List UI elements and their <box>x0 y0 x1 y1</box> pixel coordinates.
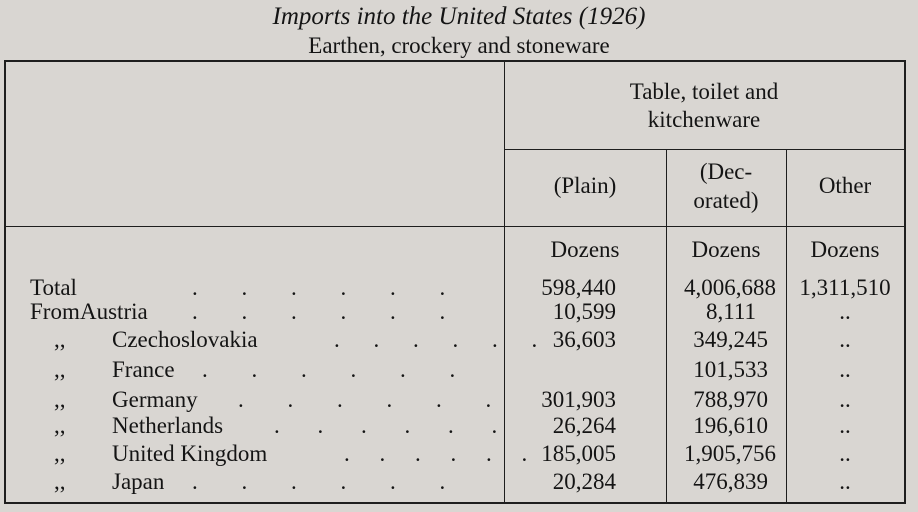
leader-dots: . . . . . . <box>274 413 514 438</box>
cell-other: 1,311,510 <box>799 275 891 300</box>
leader-dots: . . . . . . <box>192 299 465 324</box>
table-subtitle: Earthen, crockery and stoneware <box>308 33 610 58</box>
row-label-netherlands: Netherlands <box>112 413 224 438</box>
cell-other: .. <box>839 441 851 466</box>
row-prefix: ,, <box>54 441 66 466</box>
header-bottom-rule <box>6 226 904 227</box>
cell-plain: 10,599 <box>552 299 616 324</box>
group-header-line-2: kitchenware <box>647 107 761 132</box>
row-label-france: France <box>112 357 175 382</box>
cell-plain: 301,903 <box>541 387 616 412</box>
cell-other: .. <box>839 299 851 324</box>
cell-other: .. <box>839 469 851 494</box>
row-prefix: From <box>30 299 80 324</box>
leader-dots: . . . . . . <box>192 275 465 300</box>
leader-dots: . . . . . . <box>238 387 511 412</box>
cell-decorated: 349,245 <box>693 327 768 352</box>
row-prefix: ,, <box>54 469 66 494</box>
cell-plain: 20,284 <box>552 469 616 494</box>
cell-plain: 598,440 <box>541 275 616 300</box>
cell-decorated: 101,533 <box>693 357 768 382</box>
cell-plain: 26,264 <box>552 413 616 438</box>
row-label-austria: Austria <box>80 299 148 324</box>
row-label-czechoslovakia: Czechoslovakia <box>112 327 258 352</box>
leader-dots: . . . . . . <box>192 469 465 494</box>
row-prefix: ,, <box>54 413 66 438</box>
group-header-rule <box>504 149 904 150</box>
row-prefix: ,, <box>54 327 66 352</box>
table-title: Imports into the United States (1926) <box>272 3 646 30</box>
cell-other: .. <box>839 413 851 438</box>
leader-dots: . . . . . . <box>202 357 475 382</box>
row-prefix: ,, <box>54 387 66 412</box>
row-label-total: Total <box>30 275 77 300</box>
cell-other: .. <box>839 357 851 382</box>
cell-plain: 36,603 <box>552 327 616 352</box>
cell-other: .. <box>839 387 851 412</box>
cell-decorated: 4,006,688 <box>684 275 776 300</box>
table-frame <box>4 60 906 504</box>
column-header-plain: (Plain) <box>553 173 617 198</box>
cell-other: .. <box>839 327 851 352</box>
unit-decorated: Dozens <box>691 237 761 262</box>
row-label-germany: Germany <box>112 387 198 412</box>
unit-other: Dozens <box>810 237 880 262</box>
unit-plain: Dozens <box>550 237 620 262</box>
cell-decorated: 196,610 <box>693 413 768 438</box>
leader-dots: . . . . . . <box>334 327 552 352</box>
column-header-other: Other <box>818 173 872 198</box>
cell-decorated: 476,839 <box>693 469 768 494</box>
row-label-united-kingdom: United Kingdom <box>112 441 268 466</box>
leader-dots: . . . . . . <box>344 441 540 466</box>
cell-decorated: 788,970 <box>693 387 768 412</box>
group-header-line-1: Table, toilet and <box>629 79 779 104</box>
column-header-decorated-line-2: orated) <box>693 188 759 213</box>
cell-plain: 185,005 <box>541 441 616 466</box>
cell-decorated: 8,111 <box>705 299 756 324</box>
row-label-japan: Japan <box>112 469 165 494</box>
column-header-decorated-line-1: (Dec- <box>699 159 753 184</box>
row-prefix: ,, <box>54 357 66 382</box>
cell-decorated: 1,905,756 <box>684 441 776 466</box>
